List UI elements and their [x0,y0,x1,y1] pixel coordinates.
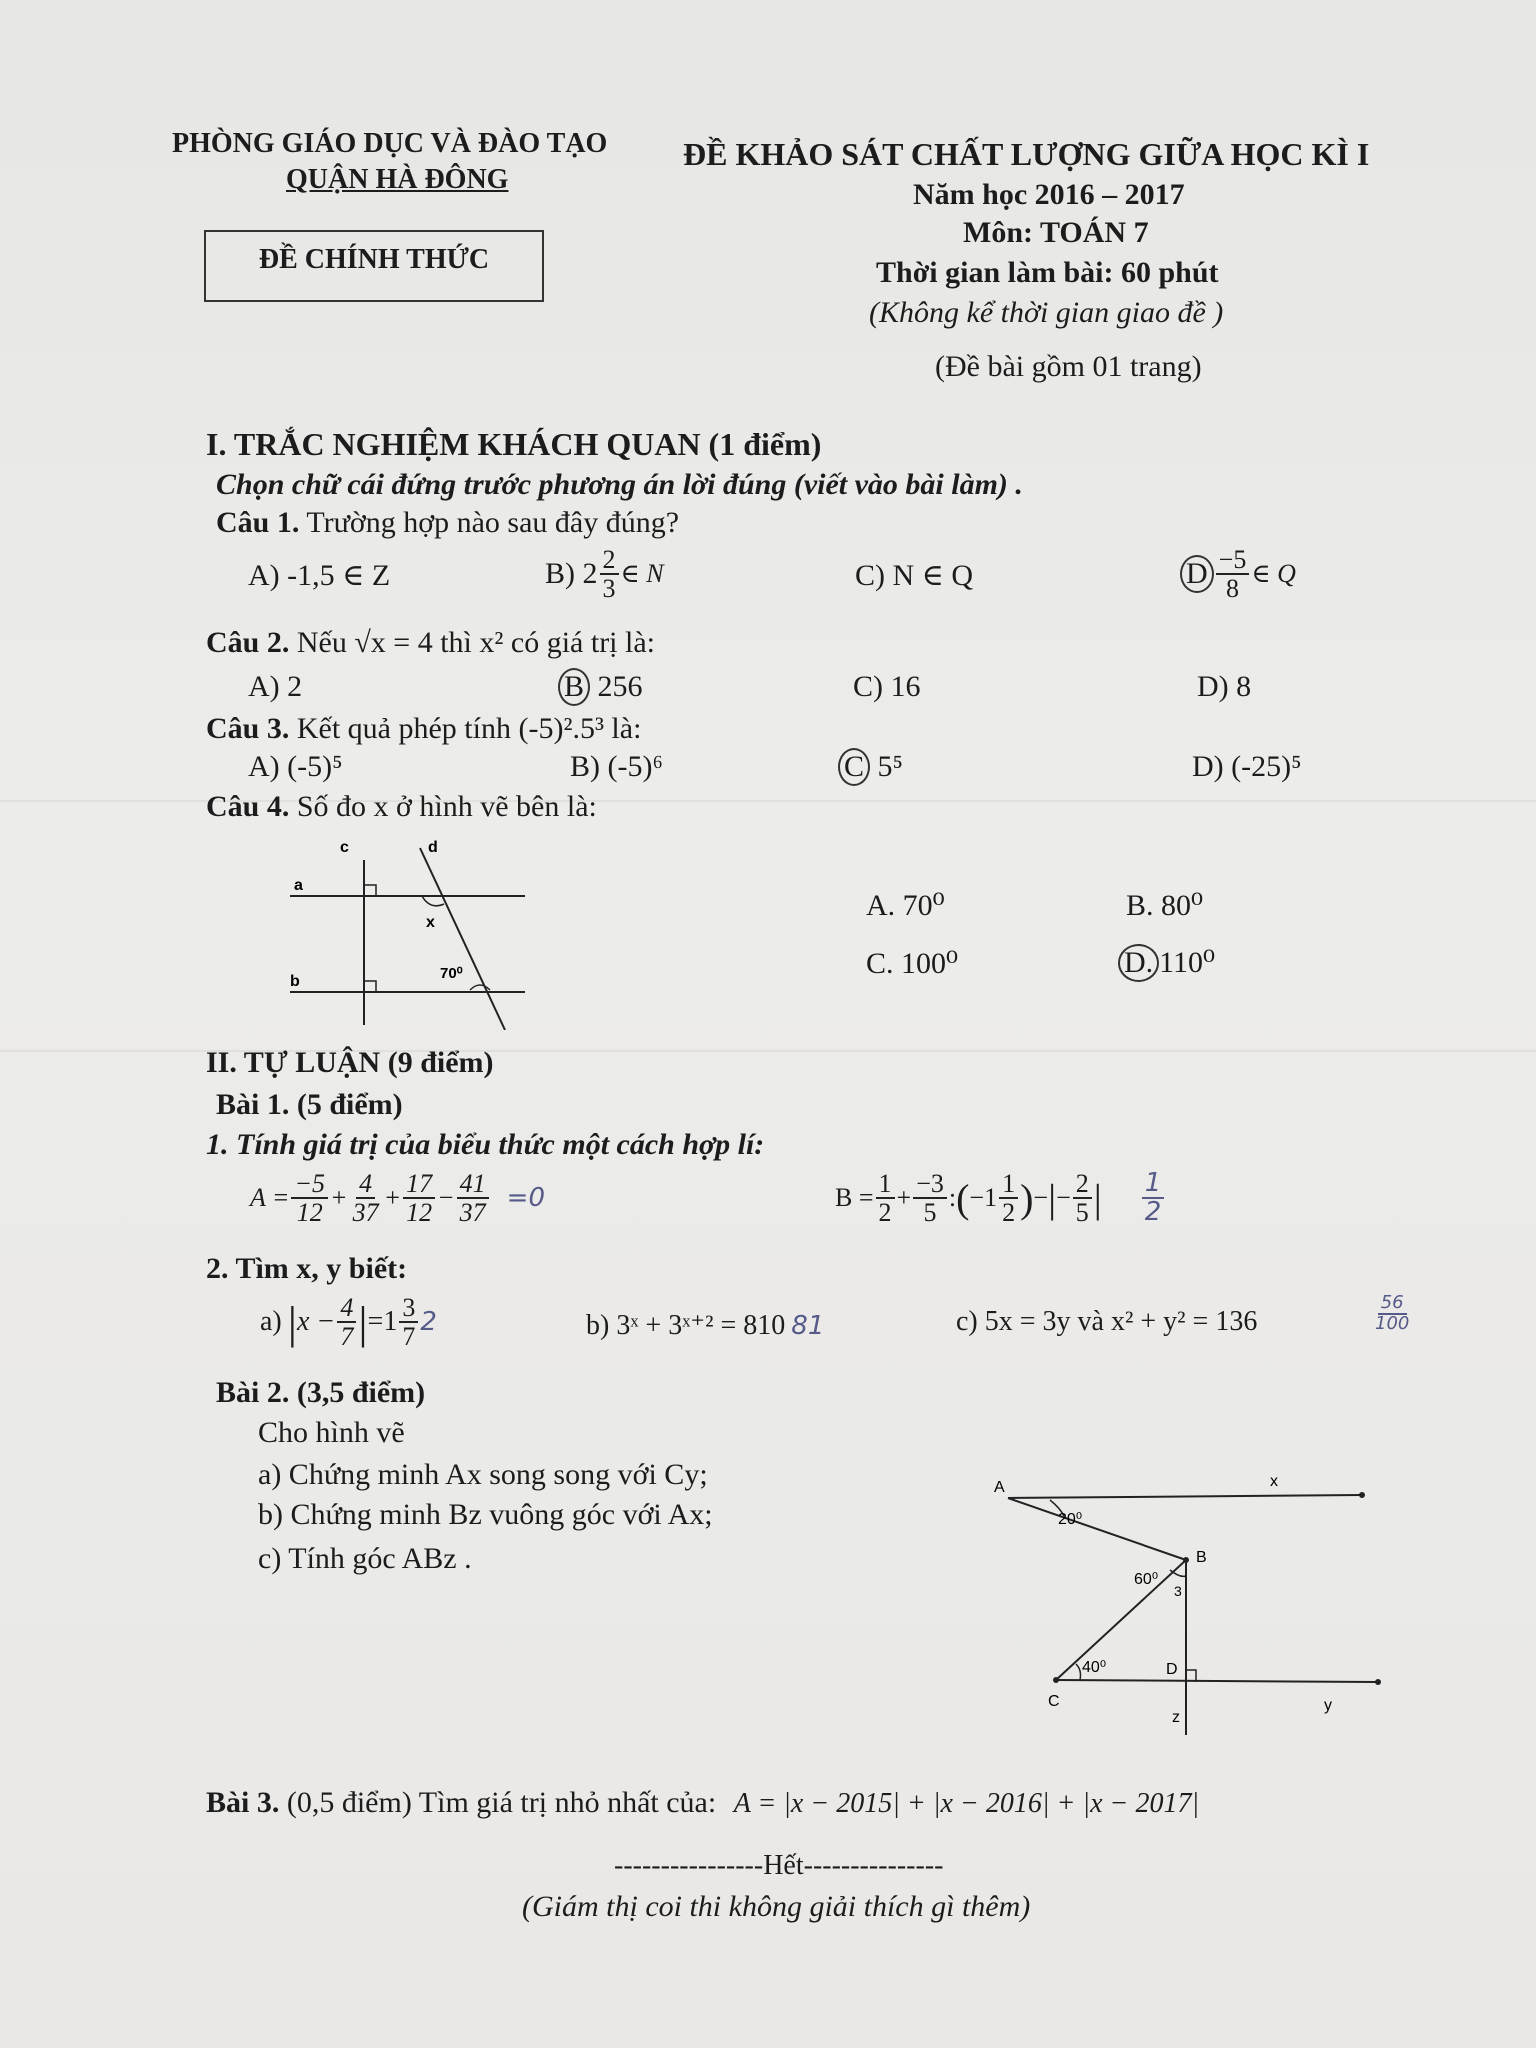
expr-a-n4: 41 [457,1170,489,1199]
duration: Thời gian làm bài: 60 phút [876,256,1219,289]
label-d: d [428,839,438,856]
q1-b-den: 3 [602,574,616,604]
q4-option-b: B. 80⁰ [1126,889,1204,922]
label-x: x [1270,1473,1278,1490]
right-angle-mark-bottom [364,981,376,992]
expr-a-frac1 [291,1170,328,1227]
school-year: Năm học 2016 – 2017 [913,178,1185,211]
label-c: c [340,839,349,856]
pencil-note-a: =0 [506,1183,545,1214]
q3-label: Câu 3. [206,712,290,745]
part2-a-num: 4 [337,1294,356,1323]
q4-option-d [1118,944,1215,982]
part2-a: a) | x − $\frac{4}{7}$ | = 1 $\frac{3}{7}$ 2 [260,1293,437,1352]
part2-a-den: 7 [340,1322,354,1352]
expr-a-d1: 12 [296,1198,323,1228]
q4-d-value: 110⁰ [1159,946,1216,979]
part2-a-mixed-frac [399,1294,418,1351]
q2-label: Câu 2. [206,626,290,659]
expr-a-n3: 17 [403,1170,435,1199]
expr-b-frac4 [1073,1170,1092,1227]
official-label: ĐỀ CHÍNH THỨC [258,244,490,275]
point-x-end [1359,1492,1365,1498]
q3-option-a: A) (-5)⁵ [248,750,343,783]
q4-d-circled-letter: D. [1118,944,1159,982]
part2-a-fnum: 3 [399,1294,418,1323]
q3-c-circled-letter: C [838,748,870,786]
q1-d-circled-letter: D [1180,555,1214,593]
q1-b-prefix: B) 2 [545,557,598,591]
ray-ax [1008,1495,1362,1498]
expr-b-n4: 2 [1073,1170,1092,1199]
label-x: x [426,914,435,931]
label-A: A [994,1479,1005,1496]
bai3-text: (0,5 điểm) Tìm giá trị nhỏ nhất của: [286,1786,717,1819]
label-mark: 3 [1174,1583,1182,1599]
q3-stem [206,712,641,746]
q2-b-value: 256 [597,670,643,703]
label-20: 20⁰ [1058,1511,1083,1528]
expr-a-lead: A = [250,1183,290,1213]
bai3 [206,1786,1199,1820]
q4-option-c: C. 100⁰ [866,947,959,980]
q1-option-d [1180,546,1296,603]
part2-a-whole: 1 [383,1306,398,1338]
label-60: 60⁰ [1134,1571,1159,1588]
part2-b-text: b) 3ˣ + 3ˣ⁺² = 810 [586,1310,786,1341]
official-box [204,230,544,302]
bai3-expression: A = |x − 2015| + |x − 2016| + |x − 2017| [733,1788,1200,1819]
expr-b-frac1 [876,1170,895,1227]
page-note: (Đề bài gồm 01 trang) [935,350,1202,383]
label-b: b [290,973,300,990]
pencil-b-num: 1 [1142,1170,1165,1199]
bai1-title [216,1088,403,1122]
q1-d-fraction [1216,546,1250,603]
q1-d-num: −5 [1216,546,1250,575]
expr-b-n1: 1 [876,1170,895,1199]
q3-c-value: 5⁵ [877,750,903,783]
bai1-part1: 1. Tính giá trị của biểu thức một cách hợp lí: [206,1128,765,1161]
q3-text: Kết quả phép tính (-5)².5³ là: [296,712,642,745]
q2-b-circled-letter: B [558,668,590,706]
expr-b-d3: 2 [1002,1198,1016,1228]
angle-x-arc [422,896,444,906]
q2-option-a: A) 2 [248,670,303,703]
pencil-b-den: 2 [1144,1197,1162,1228]
district-name: QUẬN HÀ ĐÔNG [286,164,509,195]
expr-b-d4: 5 [1075,1198,1089,1228]
expr-b-d2: 5 [923,1198,937,1228]
section2-title: II. TỰ LUẬN (9 điểm) [206,1046,494,1079]
q4-text: Số đo x ở hình vẽ bên là: [296,790,597,823]
label-70: 70⁰ [440,965,463,982]
bai1-title-text: Bài 1. (5 điểm) [216,1088,403,1121]
expr-b-lead: B = [835,1183,874,1213]
q1-text: Trường hợp nào sau đây đúng? [306,506,680,539]
bai2-figure [990,1460,1390,1740]
label-B: B [1196,1549,1207,1566]
expr-a-n1: −5 [291,1170,328,1199]
q2-option-d: D) 8 [1197,670,1252,703]
q1-option-c: C) N ∈ Q [855,559,974,592]
part2-a-frac [337,1294,356,1351]
expr-b-n3: 1 [999,1170,1018,1199]
subject: Môn: TOÁN 7 [963,216,1149,249]
q4-figure [280,830,540,1030]
q2-stem [206,626,655,660]
expr-a-d4: 37 [459,1198,486,1228]
exam-title: ĐỀ KHẢO SÁT CHẤT LƯỢNG GIỮA HỌC KÌ I [683,136,1370,172]
part2-c: c) 5x = 3y và x² + y² = 136 [956,1306,1258,1337]
q1-d-den: 8 [1226,574,1239,604]
label-D: D [1166,1661,1178,1678]
duration-note: (Không kể thời gian giao đề ) [869,296,1224,329]
expr-a-d2: 37 [352,1198,379,1228]
bai2-item-b: b) Chứng minh Bz vuông góc với Ax; [258,1498,713,1531]
bai2-item-a: a) Chứng minh Ax song song với Cy; [258,1458,708,1491]
expression-a: A = $\frac{-5}{12}$ + $\frac{4}{37}$ + $\frac{17}{12}$ − $\frac{41}{37}$ =0 [250,1169,545,1228]
q1-label: Câu 1. [216,506,300,539]
q1-option-b [545,546,664,603]
footer-note: (Giám thị coi thi không giải thích gì thêm) [522,1890,1031,1923]
part2-b [586,1308,824,1342]
pencil-note-part2-a: 2 [420,1307,437,1338]
label-z: z [1172,1709,1180,1726]
label-a: a [294,877,303,894]
q1-b-fraction [600,546,619,603]
expr-a-frac3 [403,1170,435,1227]
section1-title: I. TRẮC NGHIỆM KHÁCH QUAN (1 điểm) [206,426,822,462]
expr-b-frac3 [999,1170,1018,1227]
bai2-intro: Cho hình vẽ [258,1416,405,1449]
pencil-c-den: 100 [1375,1312,1410,1334]
q1-b-num: 2 [600,546,619,575]
q3-option-d: D) (-25)⁵ [1192,750,1302,783]
expr-b-frac2 [913,1170,947,1227]
q3-option-c [838,748,903,786]
pencil-note-b [1142,1170,1165,1227]
bai2-title [216,1376,425,1410]
expr-a-n2: 4 [356,1170,375,1199]
bai2-item-c: c) Tính góc ABz . [258,1542,472,1575]
q1-option-a: A) -1,5 ∈ Z [248,559,391,592]
q2-text: Nếu √x = 4 thì x² có giá trị là: [296,626,655,659]
point-y-end [1375,1679,1381,1685]
expr-a-d3: 12 [406,1198,433,1228]
expr-a-frac2 [350,1170,382,1227]
end-marker: ----------------Hết--------------- [614,1850,944,1881]
pencil-c-num: 56 [1378,1294,1407,1315]
q4-option-a: A. 70⁰ [866,889,945,922]
angle-40-arc [1076,1664,1081,1680]
ray-cy [1056,1680,1378,1682]
segment-ab [1008,1498,1186,1560]
bai1-part2: 2. Tìm x, y biết: [206,1252,408,1285]
q2-option-b [558,668,643,706]
expression-b: B = $\frac{1}{2}$ + $\frac{-3}{5}$ : ( −1 $\frac{1}{2}$ ) − | − $\frac{2}{5}$ | $\frac{1}{2}$ [835,1170,1166,1227]
right-angle-mark-top [364,885,376,896]
expr-a-frac4 [457,1170,489,1227]
expr-b-d1: 2 [878,1198,892,1228]
label-40: 40⁰ [1082,1659,1107,1676]
q4-label: Câu 4. [206,790,290,823]
department-name: PHÒNG GIÁO DỤC VÀ ĐÀO TẠO [172,128,608,159]
expr-b-n2: −3 [913,1170,947,1199]
part2-a-fden: 7 [402,1322,416,1352]
line-d [420,848,505,1030]
bai3-title: Bài 3. [206,1786,280,1819]
q1-d-suffix: ∈ Q [1251,559,1296,589]
q2-option-c: C) 16 [853,670,921,703]
section1-instruction: Chọn chữ cái đứng trước phương án lời đúng (viết vào bài làm) . [216,468,1023,501]
q3-option-b: B) (-5)⁶ [570,750,663,783]
bai2-title-text: Bài 2. (3,5 điểm) [216,1376,426,1409]
part2-a-label: a) [260,1306,282,1338]
label-y: y [1324,1697,1332,1714]
pencil-note-part2-b: 81 [791,1311,825,1341]
label-C: C [1048,1693,1060,1710]
q4-stem [206,790,597,824]
q1-b-suffix: ∈ N [620,559,664,589]
pencil-note-part2-c [1372,1294,1412,1334]
q1-stem [216,506,679,540]
